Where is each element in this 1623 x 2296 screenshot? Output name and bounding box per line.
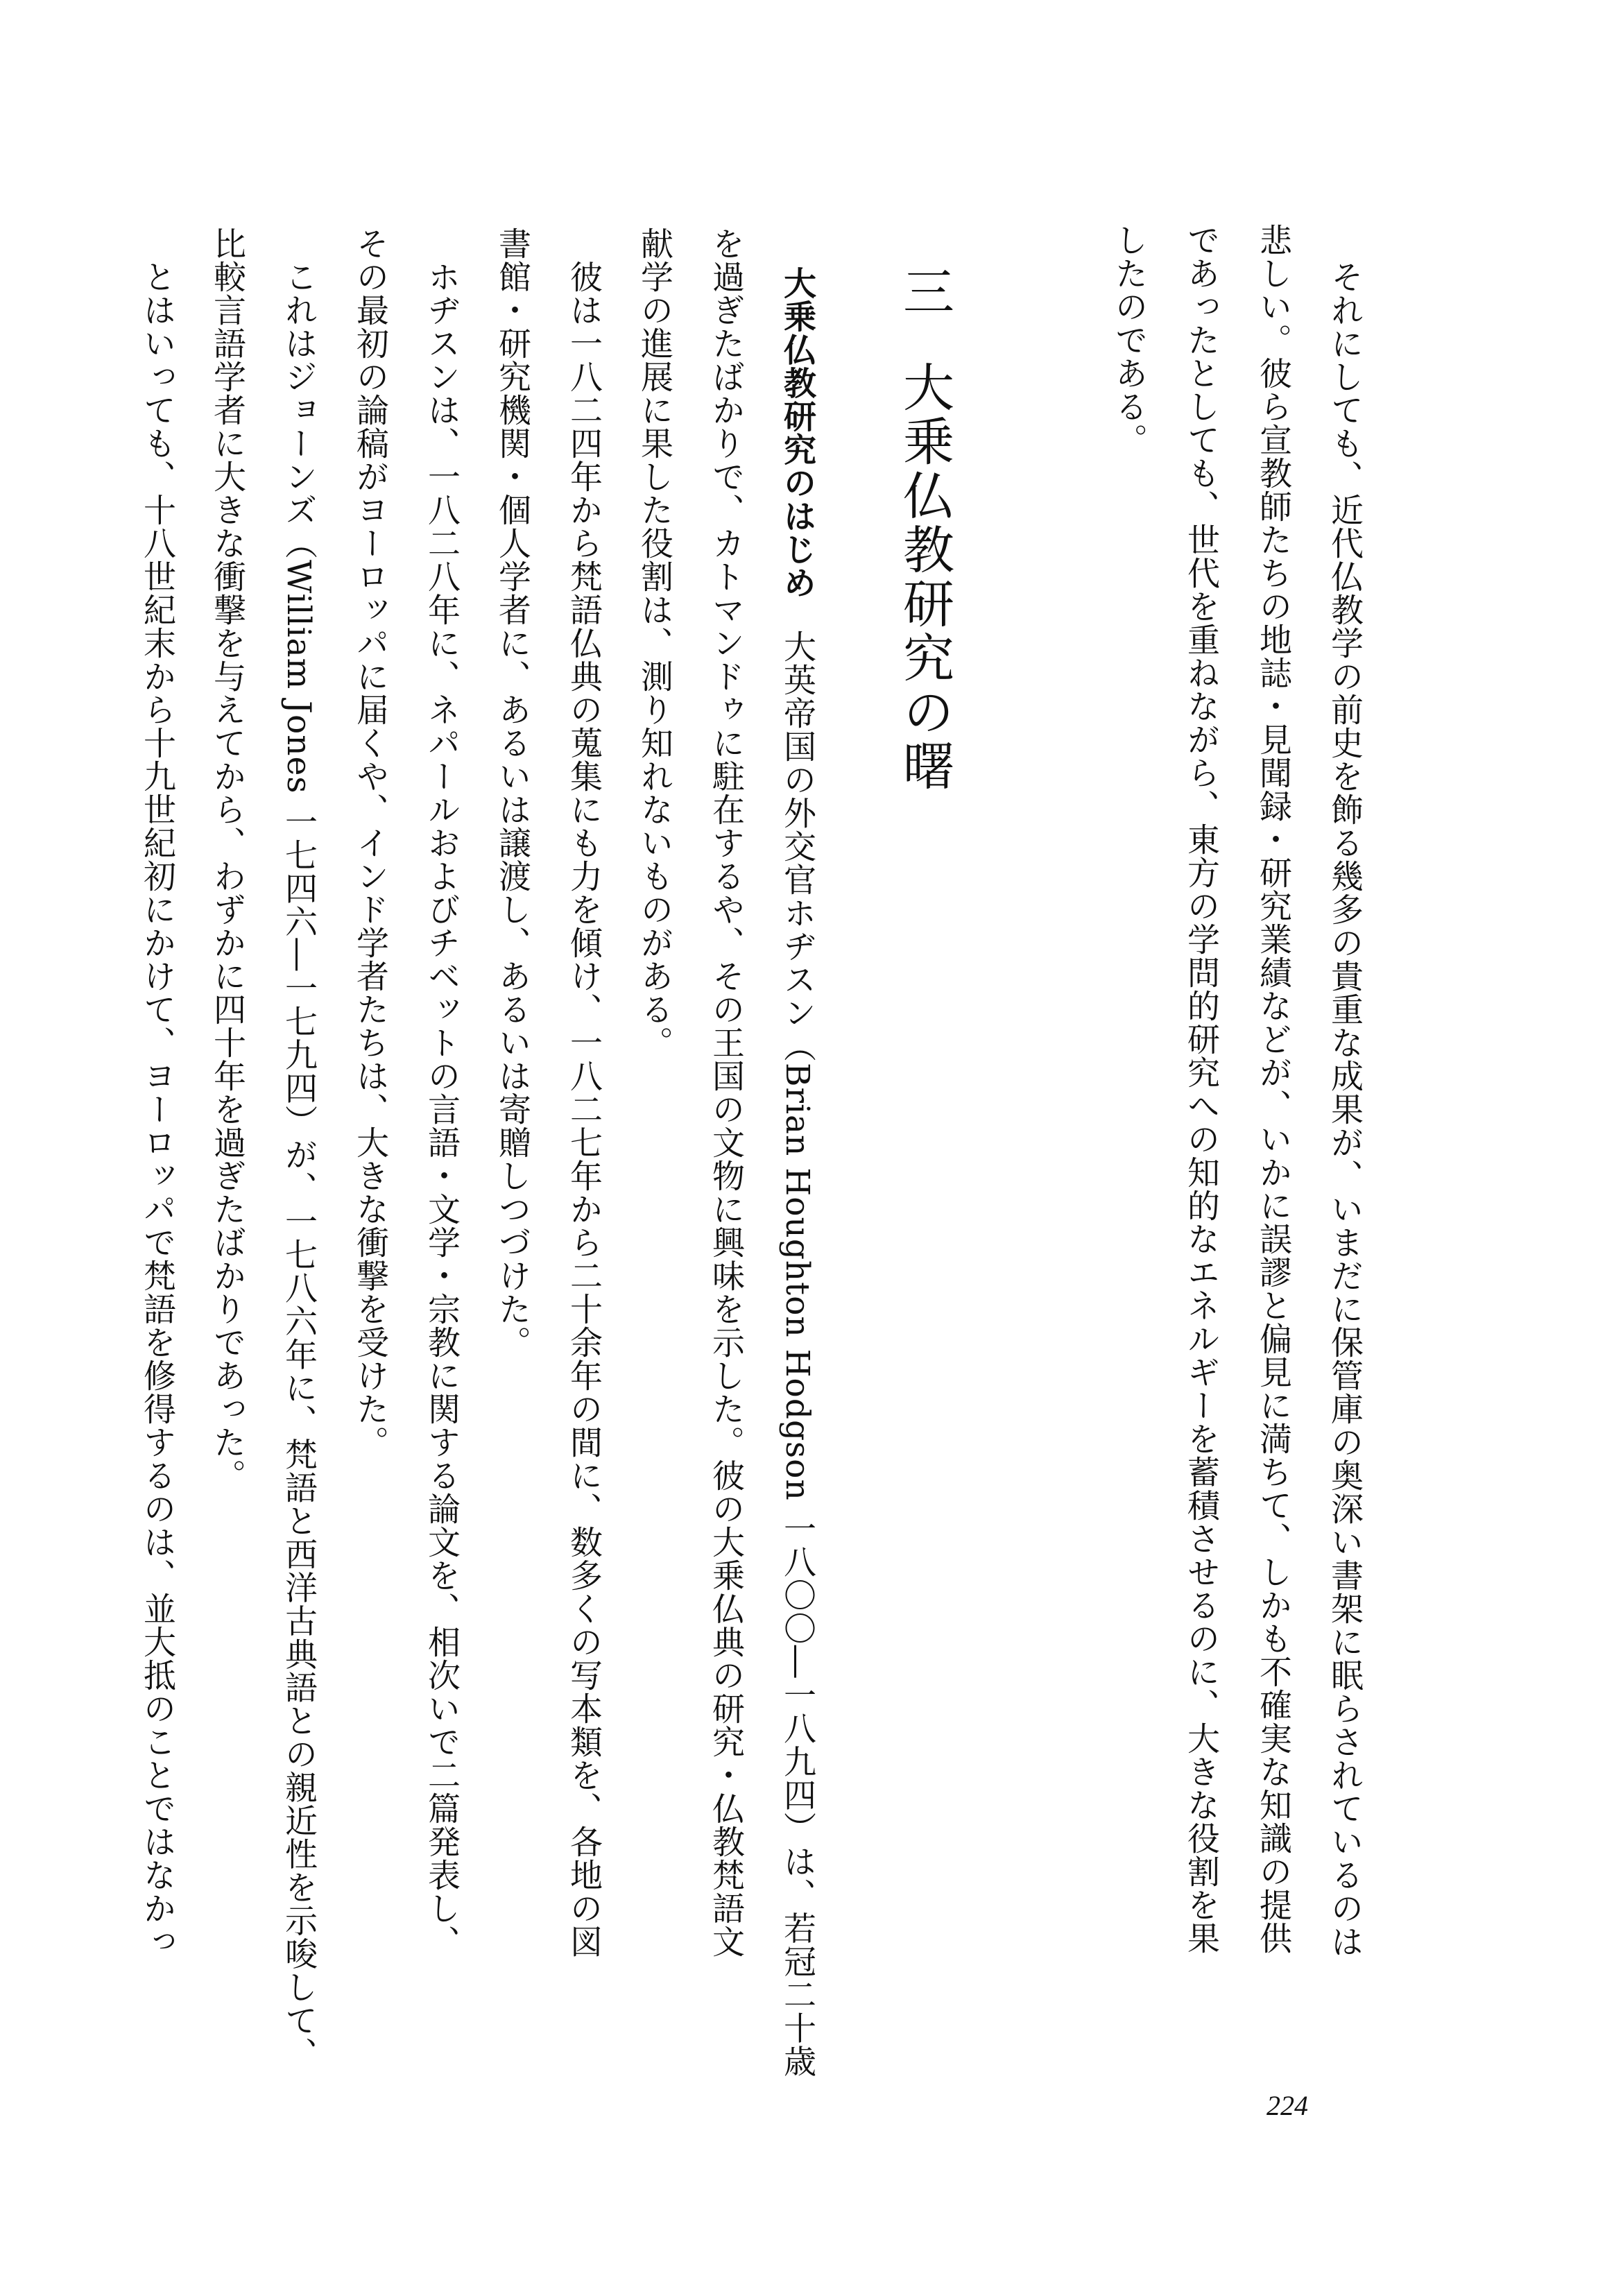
text-column: 彼は一八二四年から梵語仏典の蒐集にも力を傾け、一八二七年から二十余年の間に、数多くの写本類を、各地の図 xyxy=(565,260,603,1958)
run-in-subheading: 大乗仏教研究のはじめ xyxy=(778,266,816,599)
section-heading xyxy=(895,265,954,794)
text-column: したのである。 xyxy=(1110,223,1148,456)
text-column: 悲しい。彼ら宣教師たちの地誌・見聞録・研究業績などが、いかに誤謬と偏見に満ちて、しかも不確実な知識の提供 xyxy=(1254,223,1292,1955)
page-number: 224 xyxy=(1266,2090,1308,2121)
text-column: ホヂスンは、一八二八年に、ネパールおよびチベットの言語・文学・宗教に関する論文を、相次いで二篇発表し、 xyxy=(422,260,461,1958)
section-number: 三 xyxy=(895,265,954,319)
text-column: 書館・研究機関・個人学者に、あるいは譲渡し、あるいは寄贈しつづけた。 xyxy=(493,227,531,1359)
section-title: 大乗仏教研究の曙 xyxy=(895,361,954,794)
text-column: その最初の論稿がヨーロッパに届くや、インド学者たちは、大きな衝撃を受けた。 xyxy=(351,227,389,1459)
text-column: であったとしても、世代を重ねながら、東方の学問的研究への知的なエネルギーを蓄積させるのに、大きな役割を果 xyxy=(1182,223,1220,1955)
text-column xyxy=(778,266,816,2078)
text-column: 献学の進展に果した役割は、測り知れないものがある。 xyxy=(635,227,673,1059)
body-line: 大英帝国の外交官ホヂスン（Brian Houghton Hodgson 一八〇〇―一八九四）は、若冠二十歳 xyxy=(778,630,816,2078)
text-column: これはジョーンズ（William Jones 一七四六―一七九四）が、一七八六年に、梵語と西洋古典語との親近性を示唆して、 xyxy=(280,260,318,2071)
text-column: を過ぎたばかりで、カトマンドゥに駐在するや、その王国の文物に興味を示した。彼の大乗仏典の研究・仏教梵語文 xyxy=(707,227,745,1958)
text-column: とはいっても、十八世紀末から十九世紀初にかけて、ヨーロッパで梵語を修得するのは、並大抵のことではなかっ xyxy=(138,260,176,1958)
text-column: 比較言語学者に大きな衝撃を与えてから、わずかに四十年を過ぎたばかりであった。 xyxy=(208,227,246,1492)
text-column: それにしても、近代仏教学の前史を飾る幾多の貴重な成果が、いまだに保管庫の奥深い書架に眠らされているのは xyxy=(1325,260,1364,1958)
